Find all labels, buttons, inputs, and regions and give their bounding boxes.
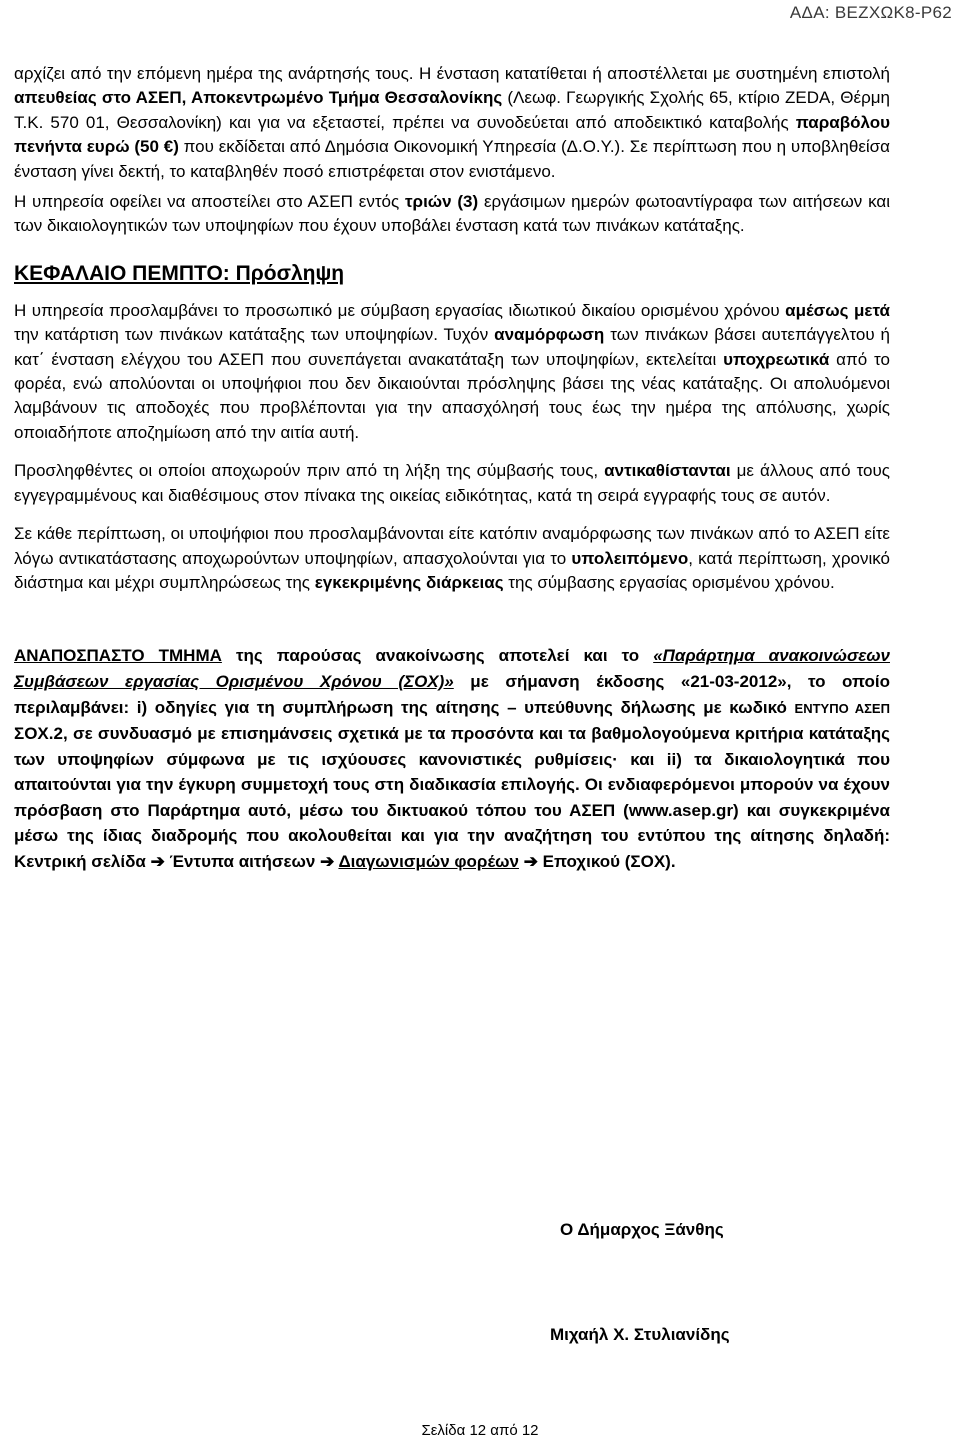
text: (Δ.Ο.Υ.).: [560, 137, 625, 157]
text: ΣΟΧ.2, σε συνδυασμό με επισημάνσεις σχετικά με τα προσόντα και τα βαθμολογούμενα κριτήρια κατάταξης των υποψηφίων σύμφωνα με τις ισχύουσες κανονιστικές ρυθμίσεις· και ii) τα δικαιολογητικά που απαιτούνται για την έγκυρη συμμετοχή τους στη διαδικασία επιλογής. Οι ενδιαφερόμενοι μπορούν να έχουν πρόσβαση στο Παράρτημα αυτό, μέσω του δικτυακού τόπου του ΑΣΕΠ (www.asep.gr) και συγκεκριμένα μέσω της ίδιας διαδρομής που ακολουθείται και για την αναζήτηση του εντύπου της αίτησης δηλαδή: Κεντρική σελίδα: [14, 724, 890, 872]
text-underlined: Διαγωνισμών φορέων: [338, 852, 519, 872]
text: εργάσιμων ημερών φωτοαντίγραφα των αιτήσεων και των δικαιολογητικών των υποψηφίων που έχουν υποβάλει ένσταση κατά των πινάκων κατάταξης.: [14, 192, 890, 236]
text: από το φορέα, ενώ απολύονται οι υποψήφιοι που δεν δικαιούνται πρόσληψης βάσει της νέας κατάταξης. Οι απολυόμενοι λαμβάνουν τις αποδοχές που προβλέπονται για την απασχόλησή τους έως την ημέρα της απόλυσης, χωρίς οποιαδήποτε αποζημίωση από την αιτία αυτή.: [14, 349, 890, 442]
paragraph-hiring: [14, 299, 890, 445]
text: με σήμανση έκδοσης «21-03-2012», το οποίο περιλαμβάνει: i) οδηγίες για τη συμπλήρωση της αίτησης – υπεύθυνης δήλωσης με κωδικό: [14, 671, 890, 717]
text: με άλλους από τους εγγεγραμμένους και διαθέσιμους στον πίνακα της οικείας ειδικότητας, κατά τη σειρά εγγραφής τους σε αυτόν.: [14, 461, 890, 505]
chapter-heading: ΚΕΦΑΛΑΙΟ ΠΕΜΠΤΟ: Πρόσληψη: [14, 261, 345, 285]
arrow-right-icon: ➔: [320, 852, 335, 872]
signature-role: Ο Δήμαρχος Ξάνθης: [560, 1220, 724, 1239]
paragraph-service-obligation: [14, 190, 890, 239]
page-number: Σελίδα 12 από 12: [421, 1422, 539, 1439]
paragraph-replacement: [14, 459, 890, 508]
text: της σύμβασης εργασίας ορισμένου χρόνου.: [503, 572, 835, 592]
text-small: ΕΝΤΥΠΟ ΑΣΕΠ: [794, 700, 890, 716]
text: της παρούσας ανακοίνωσης αποτελεί και το: [221, 646, 654, 666]
annex-notice: [14, 643, 890, 874]
text: αρχίζει από την επόμενη ημέρα της ανάρτησής τους. Η ένσταση κατατίθεται ή αποστέλλεται με συστημένη επιστολή: [14, 64, 890, 83]
text-bold: παραβόλου πενήντα ευρώ (50 €): [14, 112, 890, 157]
text: την κατάρτιση των πινάκων κατάταξης των υποψηφίων. Τυχόν: [14, 325, 495, 345]
paragraph-objection: [14, 62, 890, 184]
text: (Λεωφ. Γεωργικής Σχολής 65, κτίριο ΖΕDΑ, Θέρμη Τ.Κ. 570 01, Θεσσαλονίκη) και για να εξεταστεί, πρέπει να συνοδεύεται από αποδεικτικό καταβολής: [14, 88, 890, 132]
text-italic-underlined: «Παράρτημα ανακοινώσεων Συμβάσεων εργασίας Ορισμένου Χρόνου (ΣΟΧ)»: [14, 646, 890, 691]
text: Προσληφθέντες οι οποίοι αποχωρούν πριν από τη λήξη της σύμβασής τους,: [14, 461, 605, 481]
text-bold: εγκεκριμένης διάρκειας: [314, 572, 504, 592]
text: των πινάκων βάσει αυτεπάγγελτου ή κατ΄ ένσταση ελέγχου του ΑΣΕΠ που συνεπάγεται ανακατάταξη των υποψηφίων, εκτελείται: [14, 325, 891, 369]
text-bold: απευθείας στο ΑΣΕΠ, Αποκεντρωμένο Τμήμα Θεσσαλονίκης: [14, 88, 503, 108]
text-underlined: ΑΝΑΠΟΣΠΑΣΤΟ ΤΜΗΜΑ: [14, 646, 222, 666]
text: Εποχικού (ΣΟΧ).: [537, 852, 676, 872]
document-body: [14, 62, 890, 875]
text-bold: αντικαθίστανται: [604, 461, 731, 481]
text-bold: αναμόρφωση: [494, 325, 605, 345]
text-bold: τριών (3): [404, 192, 479, 212]
text: Σε κάθε περίπτωση, οι υποψήφιοι που προσλαμβάνονται είτε κατόπιν αναμόρφωσης των πινάκων από το ΑΣΕΠ είτε λόγω αντικατάστασης αποχωρούντων υποψηφίων, απασχολούνται για το: [14, 524, 890, 568]
arrow-right-icon: ➔: [150, 852, 165, 872]
paragraph-duration: [14, 522, 890, 595]
text-bold: αμέσως μετά: [785, 300, 891, 320]
text-bold: υπολειπόμενο: [571, 548, 689, 568]
text: Η υπηρεσία οφείλει να αποστείλει στο ΑΣΕΠ εντός: [14, 192, 405, 212]
text: Η υπηρεσία προσλαμβάνει το προσωπικό με σύμβαση εργασίας ιδιωτικού δικαίου ορισμένου χρόνου: [14, 300, 786, 320]
text: Έντυπα αιτήσεων: [164, 852, 321, 872]
arrow-right-icon: ➔: [523, 852, 538, 872]
signature-name: Μιχαήλ Χ. Στυλιανίδης: [550, 1325, 730, 1344]
text-bold: υποχρεωτικά: [723, 349, 830, 369]
text: , κατά περίπτωση, χρονικό διάστημα και μέχρι συμπληρώσεως της: [14, 548, 891, 592]
text: που εκδίδεται από Δημόσια Οικονομική Υπηρεσία: [178, 137, 561, 157]
ada-code: ΑΔΑ: ΒΕΖΧΩΚ8-Ρ62: [789, 3, 952, 22]
text: Σε περίπτωση που η υποβληθείσα ένσταση γίνει δεκτή, το καταβληθέν ποσό επιστρέφεται στον ενιστάμενο.: [14, 137, 890, 181]
